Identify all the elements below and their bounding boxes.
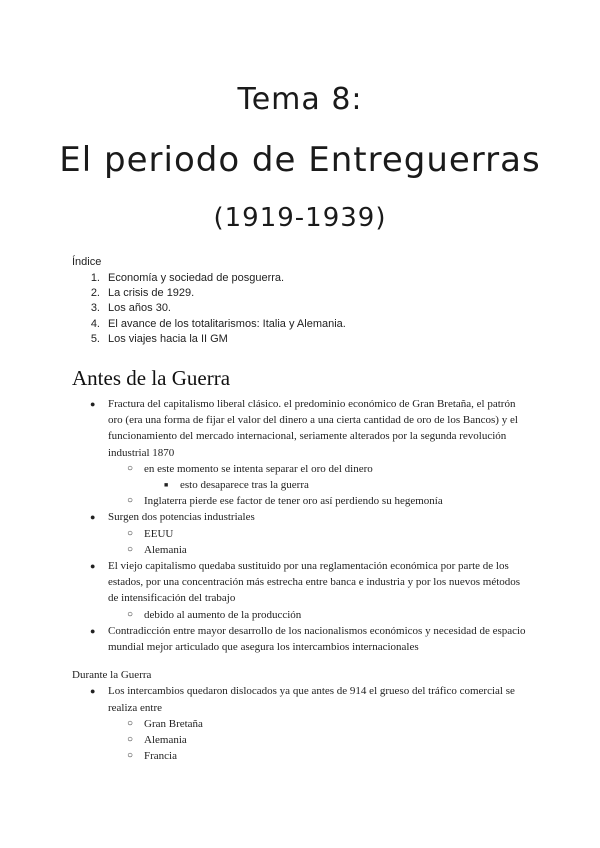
index-item: 3. Los años 30. <box>90 302 171 315</box>
bullet-circle-icon: ○ <box>127 734 134 746</box>
bullet-square-icon: ■ <box>164 481 169 490</box>
title-main: El periodo de Entreguerras <box>59 140 541 180</box>
body-content <box>0 396 600 764</box>
list-item: ● Los intercambios quedaron dislocados ya que antes de 914 el grueso del tráfico comercial se realiza entre <box>90 685 515 714</box>
index-list <box>72 271 346 347</box>
list-item: ○ Gran Bretaña <box>144 716 528 732</box>
index-item: 5. Los viajes hacia la II GM <box>90 332 228 345</box>
list-item: ○ Alemania <box>144 732 528 748</box>
bullet-circle-icon: ○ <box>127 495 134 507</box>
bullet-circle-icon: ○ <box>127 608 134 620</box>
bullet-circle-icon: ○ <box>127 543 134 555</box>
list-item: ● Fractura del capitalismo liberal clásico. el predominio económico de Gran Bretaña, el patrón oro (era una forma de fijar el valor del dinero a una cierta cantidad de oro de los Bancos) y el funcionamiento del mercado internacional, seriamente alterados por la segunda revolución industrial 1870 <box>90 398 518 459</box>
list-item: ● El viejo capitalismo quedaba sustituido por una reglamentación económica por parte de los estados, por una concentración más estrecha entre banca e industria y por los nuevos métodos de intensificación del trabajo <box>90 560 521 605</box>
title-topic: Tema 8: <box>237 82 363 117</box>
subsection-heading: Durante la Guerra <box>72 669 152 682</box>
section-heading: Antes de la Guerra <box>72 366 231 390</box>
bullet-circle-icon: ○ <box>127 750 134 762</box>
bullet-disc-icon: ● <box>90 625 96 636</box>
bullet-circle-icon: ○ <box>127 462 134 474</box>
list-item: ○ debido al aumento de la producción <box>144 607 528 623</box>
list-item: ○ EEUU <box>144 526 528 542</box>
list-item: ○ Francia <box>144 748 528 764</box>
index-label: Índice <box>72 256 102 268</box>
list-item: ○ en este momento se intenta separar el oro del dinero <box>144 461 528 477</box>
list-item: ○ Inglaterra pierde ese factor de tener oro así perdiendo su hegemonía <box>144 493 528 509</box>
bullet-disc-icon: ● <box>90 512 96 523</box>
list-item: ○ Alemania <box>144 542 528 558</box>
list-item: ● Contradicción entre mayor desarrollo de los nacionalismos económicos y necesidad de espacio mundial mejor articulado que asegura los intercambios internacionales <box>90 624 526 654</box>
bullet-circle-icon: ○ <box>127 527 134 539</box>
bullet-disc-icon: ● <box>90 399 96 409</box>
title-years: (1919-1939) <box>213 203 387 233</box>
bullet-circle-icon: ○ <box>127 717 134 729</box>
list-item: ■ esto desaparece tras la guerra <box>180 477 528 493</box>
bullet-disc-icon: ● <box>90 561 96 572</box>
index-item: 4. El avance de los totalitarismos: Italia y Alemania. <box>90 317 346 330</box>
list-item: ● Surgen dos potencias industriales <box>108 509 528 525</box>
index-item: 1. Economía y sociedad de posguerra. <box>90 272 285 284</box>
index-item: 2. La crisis de 1929. <box>90 287 195 300</box>
bullet-disc-icon: ● <box>90 686 96 697</box>
